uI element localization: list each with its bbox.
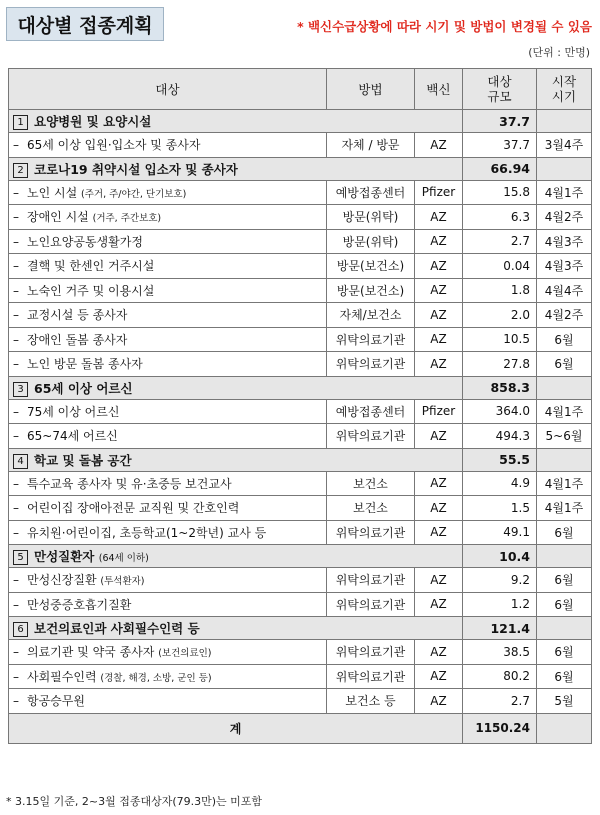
- vaccine-cell: AZ: [415, 133, 463, 158]
- start-cell: 6월: [537, 592, 592, 617]
- category-empty-cell: [537, 157, 592, 180]
- method-cell: 위탁의료기관: [327, 568, 415, 593]
- schedule-change-notice: * 백신수급상황에 따라 시기 및 방법이 변경될 수 있음: [297, 19, 592, 34]
- start-cell: 5월: [537, 689, 592, 714]
- method-cell: 위탁의료기관: [327, 352, 415, 377]
- category-total: 10.4: [463, 545, 537, 568]
- category-number: 3: [13, 382, 28, 397]
- size-cell: 9.2: [463, 568, 537, 593]
- target-name: 장애인 돌봄 종사자: [27, 332, 128, 347]
- vaccination-plan-table: [8, 68, 592, 744]
- category-row: [9, 617, 592, 640]
- table-row: [9, 592, 592, 617]
- target-name: 노인요양공동생활가정: [27, 234, 143, 249]
- table-body: [9, 110, 592, 714]
- vaccine-cell: AZ: [415, 520, 463, 545]
- target-name: 특수교육 종사자 및 유·초중등 보건교사: [27, 476, 232, 491]
- dash-bullet: –: [13, 573, 19, 588]
- category-row: [9, 448, 592, 471]
- column-header-vaccine: 백신: [415, 69, 463, 110]
- table-row: [9, 303, 592, 328]
- start-cell: 4월2주: [537, 205, 592, 230]
- start-cell: 4월2주: [537, 303, 592, 328]
- target-cell: [9, 471, 327, 496]
- size-cell: 2.0: [463, 303, 537, 328]
- target-cell: [9, 399, 327, 424]
- target-cell: [9, 496, 327, 521]
- target-name: 노인 시설: [27, 185, 78, 200]
- target-name: 65세 이상 입원·입소자 및 종사자: [27, 138, 201, 153]
- method-cell: 자체/보건소: [327, 303, 415, 328]
- size-cell: 38.5: [463, 640, 537, 665]
- target-name: 항공승무원: [27, 694, 85, 709]
- category-empty-cell: [537, 110, 592, 133]
- category-name: 65세 이상 어르신: [34, 380, 133, 396]
- vaccine-cell: AZ: [415, 229, 463, 254]
- category-total: 55.5: [463, 448, 537, 471]
- vaccine-cell: AZ: [415, 352, 463, 377]
- size-cell: 49.1: [463, 520, 537, 545]
- vaccine-cell: AZ: [415, 496, 463, 521]
- start-cell: 6월: [537, 568, 592, 593]
- vaccine-cell: AZ: [415, 278, 463, 303]
- dash-bullet: –: [13, 429, 19, 444]
- target-note: (보건의료인): [158, 648, 212, 660]
- total-value: 1150.24: [463, 713, 537, 743]
- method-cell: 예방접종센터: [327, 180, 415, 205]
- dash-bullet: –: [13, 283, 19, 298]
- column-header-size: [463, 69, 537, 110]
- method-cell: 방문(보건소): [327, 254, 415, 279]
- target-note: (거주, 주간보호): [92, 213, 162, 225]
- table-row: [9, 254, 592, 279]
- size-cell: 2.7: [463, 689, 537, 714]
- target-cell: [9, 664, 327, 689]
- method-cell: 위탁의료기관: [327, 640, 415, 665]
- size-cell: 4.9: [463, 471, 537, 496]
- vaccine-cell: AZ: [415, 254, 463, 279]
- start-cell: 4월1주: [537, 399, 592, 424]
- start-cell: 4월3주: [537, 229, 592, 254]
- target-cell: [9, 229, 327, 254]
- category-total: 858.3: [463, 376, 537, 399]
- start-cell: 6월: [537, 352, 592, 377]
- size-cell: 364.0: [463, 399, 537, 424]
- dash-bullet: –: [13, 357, 19, 372]
- table-row: [9, 327, 592, 352]
- start-cell: 4월1주: [537, 180, 592, 205]
- vaccine-cell: AZ: [415, 568, 463, 593]
- target-name: 75세 이상 어르신: [27, 404, 120, 419]
- total-row: [9, 713, 592, 743]
- size-cell: 37.7: [463, 133, 537, 158]
- target-name: 장애인 시설: [27, 210, 89, 225]
- table-row: [9, 664, 592, 689]
- column-header-size-line2: 규모: [487, 89, 512, 104]
- vaccine-cell: AZ: [415, 424, 463, 449]
- category-row: [9, 157, 592, 180]
- target-cell: [9, 133, 327, 158]
- table-row: [9, 278, 592, 303]
- size-cell: 1.8: [463, 278, 537, 303]
- column-header-start-line1: 시작: [551, 74, 577, 89]
- dash-bullet: –: [13, 476, 19, 491]
- table-row: [9, 205, 592, 230]
- category-name: 코로나19 취약시설 입소자 및 종사자: [34, 161, 238, 177]
- category-name: 보건의료인과 사회필수인력 등: [34, 621, 200, 636]
- table-row: [9, 496, 592, 521]
- method-cell: 방문(위탁): [327, 205, 415, 230]
- target-name: 만성중증호흡기질환: [27, 597, 132, 612]
- table-row: [9, 471, 592, 496]
- category-number: 5: [13, 550, 28, 565]
- vaccine-cell: Pfizer: [415, 399, 463, 424]
- dash-bullet: –: [13, 234, 19, 249]
- target-name: 노인 방문 돌봄 종사자: [27, 357, 143, 372]
- category-empty-cell: [537, 376, 592, 399]
- category-title-cell: [9, 545, 463, 568]
- category-number: 2: [13, 163, 28, 178]
- start-cell: 6월: [537, 664, 592, 689]
- target-name: 의료기관 및 약국 종사자: [27, 645, 155, 660]
- size-cell: 10.5: [463, 327, 537, 352]
- start-cell: 6월: [537, 327, 592, 352]
- category-empty-cell: [537, 448, 592, 471]
- method-cell: 보건소: [327, 471, 415, 496]
- target-cell: [9, 205, 327, 230]
- column-header-size-line1: 대상: [487, 74, 512, 89]
- target-cell: [9, 303, 327, 328]
- table-row: [9, 520, 592, 545]
- page-title: 대상별 접종계획: [6, 7, 164, 41]
- category-title-cell: [9, 617, 463, 640]
- method-cell: 위탁의료기관: [327, 520, 415, 545]
- category-title-cell: [9, 376, 463, 399]
- category-name: 요양병원 및 요양시설: [34, 114, 152, 129]
- dash-bullet: –: [13, 669, 19, 684]
- column-header-method: 방법: [327, 69, 415, 110]
- target-cell: [9, 254, 327, 279]
- method-cell: 방문(보건소): [327, 278, 415, 303]
- vaccine-cell: AZ: [415, 327, 463, 352]
- start-cell: 4월3주: [537, 254, 592, 279]
- target-cell: [9, 424, 327, 449]
- category-total: 37.7: [463, 110, 537, 133]
- method-cell: 예방접종센터: [327, 399, 415, 424]
- category-name: 학교 및 돌봄 공간: [34, 452, 132, 468]
- category-number: 1: [13, 115, 28, 130]
- category-name: 만성질환자: [34, 549, 95, 564]
- vaccine-cell: AZ: [415, 689, 463, 714]
- target-cell: [9, 592, 327, 617]
- method-cell: 위탁의료기관: [327, 327, 415, 352]
- dash-bullet: –: [13, 404, 19, 419]
- table-row: [9, 352, 592, 377]
- target-note: (주거, 주/야간, 단기보호): [81, 188, 187, 200]
- size-cell: 0.04: [463, 254, 537, 279]
- vaccine-cell: AZ: [415, 205, 463, 230]
- size-cell: 1.5: [463, 496, 537, 521]
- category-total: 121.4: [463, 617, 537, 640]
- vaccine-cell: AZ: [415, 664, 463, 689]
- target-name: 교정시설 등 종사자: [27, 308, 128, 323]
- dash-bullet: –: [13, 210, 19, 225]
- vaccine-cell: Pfizer: [415, 180, 463, 205]
- method-cell: 보건소: [327, 496, 415, 521]
- method-cell: 방문(위탁): [327, 229, 415, 254]
- start-cell: 6월: [537, 640, 592, 665]
- target-name: 사회필수인력: [27, 669, 97, 684]
- method-cell: 위탁의료기관: [327, 424, 415, 449]
- total-label: 계: [9, 713, 463, 743]
- dash-bullet: –: [13, 138, 19, 153]
- table-row: [9, 180, 592, 205]
- target-name: 65~74세 어르신: [27, 429, 118, 444]
- dash-bullet: –: [13, 259, 19, 274]
- target-cell: [9, 568, 327, 593]
- vaccine-cell: AZ: [415, 592, 463, 617]
- target-cell: [9, 180, 327, 205]
- category-total: 66.94: [463, 157, 537, 180]
- target-cell: [9, 278, 327, 303]
- unit-label: (단위 : 만명): [528, 46, 590, 59]
- start-cell: 3월4주: [537, 133, 592, 158]
- start-cell: 4월4주: [537, 278, 592, 303]
- table-header-row: [9, 69, 592, 110]
- start-cell: 5~6월: [537, 424, 592, 449]
- category-empty-cell: [537, 545, 592, 568]
- table-row: [9, 640, 592, 665]
- dash-bullet: –: [13, 694, 19, 709]
- start-cell: 6월: [537, 520, 592, 545]
- category-title-cell: [9, 157, 463, 180]
- table-row: [9, 399, 592, 424]
- column-header-start-line2: 시기: [551, 89, 577, 104]
- vaccine-cell: AZ: [415, 640, 463, 665]
- target-name: 유치원·어린이집, 초등학교(1~2학년) 교사 등: [27, 525, 267, 540]
- vaccine-cell: AZ: [415, 471, 463, 496]
- table-row: [9, 568, 592, 593]
- size-cell: 1.2: [463, 592, 537, 617]
- dash-bullet: –: [13, 525, 19, 540]
- category-title-cell: [9, 448, 463, 471]
- target-cell: [9, 352, 327, 377]
- category-row: [9, 110, 592, 133]
- size-cell: 494.3: [463, 424, 537, 449]
- category-row: [9, 376, 592, 399]
- target-name: 만성신장질환: [27, 573, 97, 588]
- dash-bullet: –: [13, 645, 19, 660]
- size-cell: 80.2: [463, 664, 537, 689]
- method-cell: 보건소 등: [327, 689, 415, 714]
- method-cell: 위탁의료기관: [327, 592, 415, 617]
- category-row: [9, 545, 592, 568]
- method-cell: 위탁의료기관: [327, 664, 415, 689]
- table-row: [9, 133, 592, 158]
- target-note: (투석환자): [100, 576, 145, 588]
- target-name: 어린이집 장애아전문 교직원 및 간호인력: [27, 501, 240, 516]
- target-name: 결핵 및 한센인 거주시설: [27, 259, 155, 274]
- target-cell: [9, 327, 327, 352]
- target-cell: [9, 640, 327, 665]
- dash-bullet: –: [13, 185, 19, 200]
- start-cell: 4월1주: [537, 496, 592, 521]
- size-cell: 15.8: [463, 180, 537, 205]
- dash-bullet: –: [13, 308, 19, 323]
- target-name: 노숙인 거주 및 이용시설: [27, 283, 155, 298]
- target-note: (경찰, 해경, 소방, 군인 등): [100, 672, 212, 684]
- target-cell: [9, 689, 327, 714]
- size-cell: 2.7: [463, 229, 537, 254]
- footnote: * 3.15일 기준, 2~3월 접종대상자(79.3만)는 미포함: [6, 795, 263, 808]
- category-number: 4: [13, 454, 28, 469]
- total-empty-cell: [537, 713, 592, 743]
- start-cell: 4월1주: [537, 471, 592, 496]
- table-row: [9, 689, 592, 714]
- table-row: [9, 424, 592, 449]
- column-header-target: 대상: [9, 69, 327, 110]
- dash-bullet: –: [13, 597, 19, 612]
- method-cell: 자체 / 방문: [327, 133, 415, 158]
- category-title-cell: [9, 110, 463, 133]
- category-number: 6: [13, 622, 28, 637]
- target-cell: [9, 520, 327, 545]
- category-note: (64세 이하): [98, 553, 149, 564]
- table-row: [9, 229, 592, 254]
- vaccine-cell: AZ: [415, 303, 463, 328]
- category-empty-cell: [537, 617, 592, 640]
- size-cell: 6.3: [463, 205, 537, 230]
- size-cell: 27.8: [463, 352, 537, 377]
- dash-bullet: –: [13, 501, 19, 516]
- dash-bullet: –: [13, 332, 19, 347]
- column-header-start: [537, 69, 592, 110]
